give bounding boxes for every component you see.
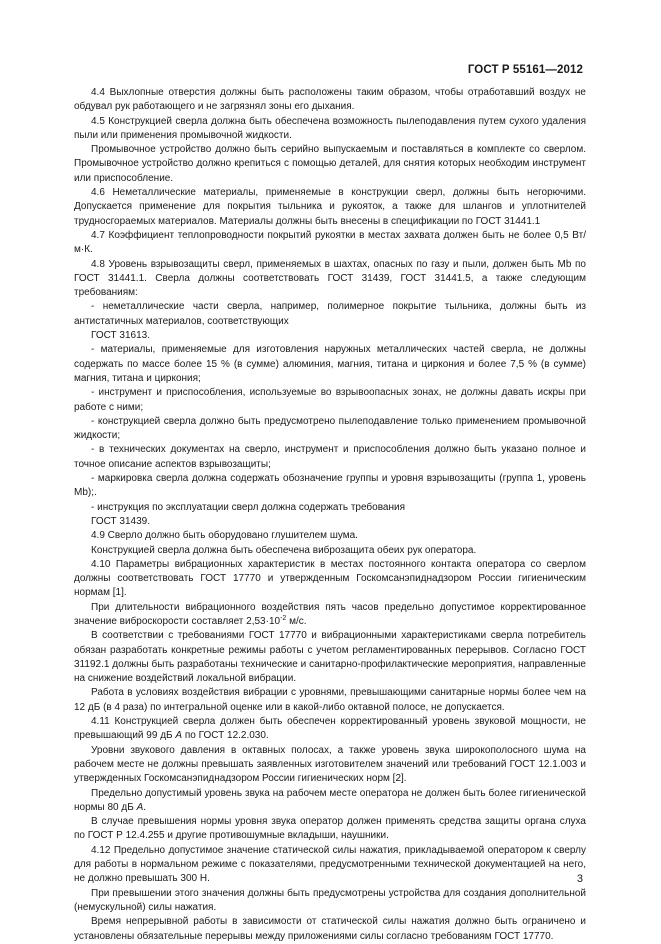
list-item-gost-31439: ГОСТ 31439.: [91, 515, 150, 527]
paragraph-continuous-work: Время непрерывной работы в зависимости от статической силы нажатия должно быть ограничено и установлены обязательные перерывы между приложениями силы согласно требованиям ГОСТ 17770.: [74, 916, 586, 942]
list-item-tools-sparks: - инструмент и приспособления, используемые во взрывоопасных зонах, не должны давать искры при работе с ними;: [74, 387, 586, 413]
vibration-velocity-unit: м/с.: [286, 615, 307, 627]
list-item-marking: - маркировка сверла должна содержать обозначение группы и уровня взрывозащиты (группа 1, уровень Mb);.: [74, 473, 586, 499]
list-item-technical-docs: - в технических документах на сверло, инструмент и приспособления должно быть указано полное и точное описание аспектов взрывозащиты;: [74, 444, 586, 470]
paragraph-sound-pressure: Уровни звукового давления в октавных полосах, а также уровень звука широкополосного шума на рабочем месте не должны превышать заявленных изготовителем значений или требований ГОСТ 12.1.003 и утвержденных Госкомсанэпиднадзором России гигиенических норм [2].: [74, 744, 586, 785]
paragraph-additional-force: При превышении этого значения должны быть предусмотрены устройства для создания дополнительной (немускульной) силы нажатия.: [74, 887, 586, 913]
paragraph-sound-limit: [74, 787, 586, 816]
paragraph-4-7: 4.7 Коэффициент теплопроводности покрытий рукоятки в местах захвата должен быть не более 0,5 Вт/м·К.: [74, 229, 586, 256]
paragraph-4-4: 4.4 Выхлопные отверстия должны быть расположены таким образом, чтобы отработавший воздух не обдувал рук работающего и не загрязнял зоны его дыхания.: [74, 87, 586, 113]
page-number: 3: [576, 873, 583, 885]
list-item-dust-suppression: - конструкцией сверла должно быть предусмотрено пылеподавление только применением промывочной жидкости;: [74, 415, 586, 442]
sound-power-text: 4.11 Конструкцией сверла должен быть обеспечен корректированный уровень звуковой мощности, не превышающий 99 дБ: [74, 716, 586, 742]
vibration-velocity-text: При длительности вибрационного воздействия пять часов предельно допустимое корректированное значение виброскорости составляет 2,53·10: [74, 601, 586, 627]
paragraph-4-9: 4.9 Сверло должно быть оборудовано глушителем шума.: [91, 530, 358, 542]
paragraph-4-6: 4.6 Неметаллические материалы, применяемые в конструкции сверл, должны быть негорючими. Допускается применение для покрытия тыльника и рукояток, а также для шлангов и уплотнителей трудносгораемых материалов. Материалы должны быть внесены в спецификации по ГОСТ 31441.1: [74, 187, 586, 227]
paragraph-vibration-protection: Конструкцией сверла должна быть обеспечена виброзащита обеих рук оператора.: [91, 544, 477, 556]
document-body: [74, 86, 586, 944]
list-item-instructions: - инструкция по эксплуатации сверл должна содержать требования: [91, 501, 405, 513]
list-item-nonmetallic-parts: - неметаллические части сверла, например, полимерное покрытие тыльника, должны быть из антистатичных материалов, соответствующих: [74, 301, 586, 327]
paragraph-4-10: 4.10 Параметры вибрационных характеристик в местах постоянного контакта оператора со сверлом должны соответствовать ГОСТ 17770 и утвержденным Госкомсанэпиднадзором России гигиеническим нормам [1].: [74, 558, 586, 599]
exponent-superscript: -2: [280, 614, 287, 622]
list-item-metal-composition: - материалы, применяемые для изготовления наружных металлических частей сверла, не должны содержать по массе более 15 % (в сумме) алюминия, магния, титана и циркония и более 7,5 % (в сумме) магния, титана и циркония;: [74, 344, 586, 384]
paragraph-hearing-protection: В случае превышения нормы уровня звука оператор должен применять средства защиты органа слуха по ГОСТ Р 12.4.255 и другие противошумные вкладыши, наушники.: [74, 816, 586, 842]
paragraph-4-8: 4.8 Уровень взрывозащиты сверл, применяемых в шахтах, опасных по газу и пыли, должен быть Mb по ГОСТ 31441.1. Сверла должны соответствовать ГОСТ 31439, ГОСТ 31441.5, а также следующим требованиям:: [74, 258, 586, 299]
paragraph-flushing-device: Промывочное устройство должно быть серийно выпускаемым и поставляться в комплекте со сверлом. Промывочное устройство должно крепиться с помощью деталей, для снятия которых необходим инструмент или приспособление.: [74, 144, 586, 184]
paragraph-4-5: 4.5 Конструкцией сверла должна быть обеспечена возможность пылеподавления путем сухого удаления пыли или применения промывочной жидкости.: [74, 115, 586, 141]
sound-limit-text: Предельно допустимый уровень звука на рабочем месте оператора не должен быть более гигиенической нормы 80 дБ: [74, 787, 586, 813]
a-weighting-italic: А: [175, 730, 183, 742]
a-weighting-italic: А: [136, 801, 144, 813]
paragraph-vibration-velocity: [74, 601, 586, 630]
paragraph-4-11: [74, 715, 586, 744]
paragraph-work-modes: В соответствии с требованиями ГОСТ 17770 и вибрационными характеристиками сверла потребитель обязан разработать конкретные режимы работы с учетом регламентированных перерывов. Согласно ГОСТ 31192.1 должны быть разработаны технические и санитарно-профилактические мероприятия, направленные на снижение воздействий локальной вибрации.: [74, 630, 586, 685]
paragraph-4-12: 4.12 Предельно допустимое значение статической силы нажатия, прикладываемой оператором к сверлу для работы в нормальном режиме с показателями, предусмотренными технической документацией на него, не должно превышать 300 Н.: [74, 844, 586, 885]
sound-limit-end: .: [143, 801, 147, 813]
sound-power-standard: по ГОСТ 12.2.030.: [182, 730, 269, 742]
list-item-gost-31613: ГОСТ 31613.: [91, 330, 150, 342]
paragraph-vibration-limits: Работа в условиях воздействия вибрации с уровнями, превышающими санитарные нормы более чем на 12 дБ (в 4 раза) по интегральной оценке или в какой-либо октавной полосе, не допускается.: [74, 687, 586, 713]
document-code-header: ГОСТ Р 55161—2012: [467, 64, 583, 76]
